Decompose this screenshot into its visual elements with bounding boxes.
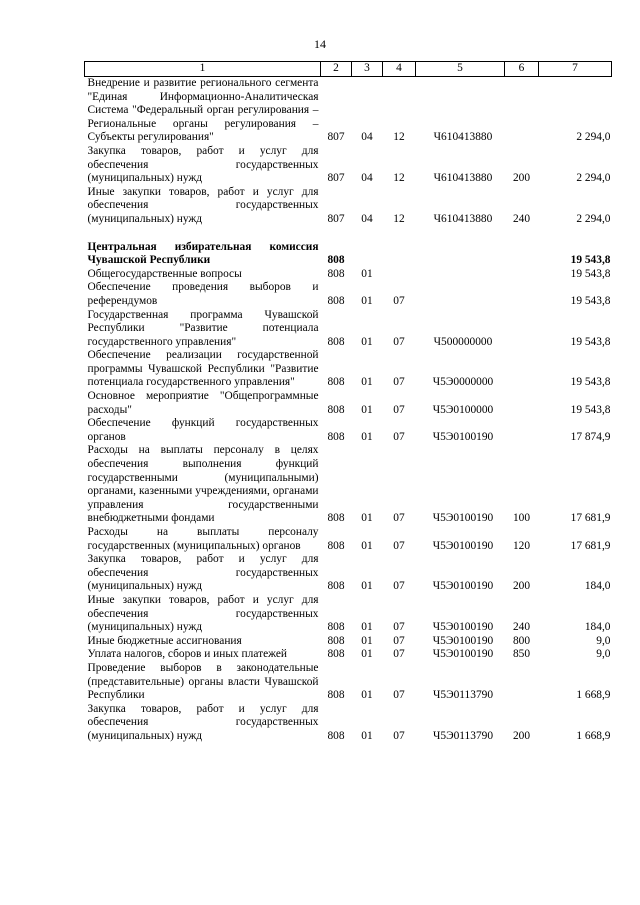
row-name-cell: Внедрение и развитие регионального сегмента "Единая Информационно-Аналитическая Система "Федеральный орган регулирования – Региональные органы регулирования – Субъекты регулирования" <box>87 77 319 144</box>
expense-type-cell <box>505 281 539 308</box>
row-name-cell: Уплата налогов, сборов и иных платежей <box>87 648 287 661</box>
table-row <box>85 268 612 282</box>
row-name-cell: Государственная программа Чувашской Республики "Развитие потенциала государственного управления" <box>87 308 319 348</box>
target-article-cell: Ч5Э0000000 <box>432 376 494 389</box>
admin-code-cell: 808 <box>327 539 345 552</box>
subsection-cell: 12 <box>393 172 405 185</box>
expense-type-cell: 240 <box>512 212 531 225</box>
target-article-cell: Ч5Э0113790 <box>432 689 494 702</box>
subsection-cell: 07 <box>393 430 405 443</box>
admin-code-cell: 808 <box>327 512 345 525</box>
header-cell-6: 6 <box>505 62 539 77</box>
subsection-cell: 07 <box>393 294 405 307</box>
row-name-cell: Закупка товаров, работ и услуг для обеспечения государственных (муниципальных) нужд <box>87 702 319 742</box>
expense-type-cell: 100 <box>512 512 531 525</box>
table-row <box>85 309 612 350</box>
section-cell: 01 <box>361 512 373 525</box>
admin-code-cell: 807 <box>327 212 345 225</box>
row-name-cell: Иные бюджетные ассигнования <box>87 634 242 647</box>
section-cell: 01 <box>361 648 373 661</box>
amount-cell: 184,0 <box>584 621 611 634</box>
table-row <box>85 444 612 526</box>
spacer-row <box>85 227 612 241</box>
amount-cell: 19 543,8 <box>570 294 611 307</box>
amount-cell: 19 543,8 <box>570 267 611 280</box>
row-name-cell: Расходы на выплаты персоналу государственных (муниципальных) органов <box>87 526 319 552</box>
target-article-cell: Ч610413880 <box>433 212 493 225</box>
table-row <box>85 703 612 744</box>
table-row <box>85 349 612 390</box>
expense-type-cell <box>505 268 539 282</box>
amount-cell: 17 874,9 <box>570 430 611 443</box>
subsection-cell: 07 <box>393 621 405 634</box>
table-row <box>85 281 612 308</box>
table-row <box>85 241 612 268</box>
amount-cell: 1 668,9 <box>576 689 611 702</box>
section-cell: 01 <box>361 689 373 702</box>
subsection-cell: 07 <box>393 335 405 348</box>
amount-cell: 17 681,9 <box>570 539 611 552</box>
row-name-cell: Обеспечение функций государственных органов <box>87 417 319 443</box>
section-cell: 01 <box>361 267 373 280</box>
subsection-cell: 12 <box>393 131 405 144</box>
amount-cell: 19 543,8 <box>570 403 611 416</box>
section-cell: 01 <box>361 539 373 552</box>
expense-type-cell <box>505 417 539 444</box>
table-header <box>85 62 612 77</box>
expense-type-cell <box>505 390 539 417</box>
section-cell: 01 <box>361 634 373 647</box>
expense-type-cell: 240 <box>512 621 531 634</box>
expense-type-cell <box>505 241 539 268</box>
amount-cell: 9,0 <box>596 634 611 647</box>
subsection-cell: 07 <box>393 689 405 702</box>
row-name-cell: Закупка товаров, работ и услуг для обеспечения государственных (муниципальных) нужд <box>87 553 319 593</box>
amount-cell: 2 294,0 <box>576 172 611 185</box>
table-row <box>85 417 612 444</box>
header-cell-5: 5 <box>416 62 505 77</box>
expense-type-cell: 200 <box>512 580 531 593</box>
subsection-cell: 07 <box>393 580 405 593</box>
expense-type-cell: 800 <box>512 634 531 647</box>
table-row <box>85 594 612 635</box>
subsection-cell: 07 <box>393 403 405 416</box>
table-row <box>85 662 612 703</box>
section-cell: 01 <box>361 621 373 634</box>
header-cell-2: 2 <box>321 62 352 77</box>
admin-code-cell: 808 <box>327 689 345 702</box>
table-row <box>85 145 612 186</box>
subsection-cell: 07 <box>393 648 405 661</box>
subsection-cell <box>383 268 416 282</box>
admin-code-cell: 808 <box>327 621 345 634</box>
subsection-cell: 07 <box>393 634 405 647</box>
header-row <box>85 62 612 77</box>
target-article-cell: Ч5Э0100000 <box>432 403 494 416</box>
expense-type-cell <box>505 309 539 350</box>
target-article-cell: Ч5Э0100190 <box>432 648 494 661</box>
section-cell <box>352 241 383 268</box>
target-article-cell: Ч500000000 <box>433 335 493 348</box>
subsection-cell: 12 <box>393 212 405 225</box>
target-article-cell <box>416 241 505 268</box>
target-article-cell: Ч610413880 <box>433 172 493 185</box>
table-row <box>85 553 612 594</box>
amount-cell: 9,0 <box>596 648 611 661</box>
admin-code-cell: 808 <box>327 430 345 443</box>
admin-code-cell: 808 <box>327 294 345 307</box>
admin-code-cell: 808 <box>327 580 345 593</box>
amount-cell: 19 543,8 <box>570 376 611 389</box>
header-cell-7: 7 <box>539 62 612 77</box>
table-row <box>85 186 612 227</box>
row-name-cell: Закупка товаров, работ и услуг для обеспечения государственных (муниципальных) нужд <box>87 144 319 185</box>
table-row <box>85 526 612 553</box>
page-number: 14 <box>314 37 326 51</box>
admin-code-cell: 807 <box>327 172 345 185</box>
row-name-cell: Иные закупки товаров, работ и услуг для обеспечения государственных (муниципальных) нужд <box>87 185 319 225</box>
section-cell: 01 <box>361 294 373 307</box>
target-article-cell: Ч5Э0100190 <box>432 621 494 634</box>
admin-code-cell: 808 <box>327 254 345 267</box>
target-article-cell <box>416 268 505 282</box>
budget-table <box>84 61 612 744</box>
admin-code-cell: 808 <box>327 634 345 647</box>
subsection-cell: 07 <box>393 539 405 552</box>
table-body <box>85 77 612 744</box>
section-cell: 04 <box>361 172 373 185</box>
section-cell: 01 <box>361 335 373 348</box>
expense-type-cell <box>505 662 539 703</box>
target-article-cell <box>416 281 505 308</box>
admin-code-cell: 808 <box>327 376 345 389</box>
section-cell: 01 <box>361 580 373 593</box>
header-cell-3: 3 <box>352 62 383 77</box>
amount-cell: 2 294,0 <box>576 212 611 225</box>
admin-code-cell: 808 <box>327 335 345 348</box>
amount-cell: 1 668,9 <box>576 729 611 742</box>
target-article-cell: Ч5Э0100190 <box>432 634 494 647</box>
table-row <box>85 77 612 145</box>
row-name-cell: Проведение выборов в законодательные (представительные) органы власти Чувашской Республики <box>87 661 319 702</box>
subsection-cell: 07 <box>393 376 405 389</box>
expense-type-cell: 120 <box>512 539 531 552</box>
target-article-cell: Ч5Э0100190 <box>432 539 494 552</box>
admin-code-cell: 808 <box>327 729 345 742</box>
section-cell: 01 <box>361 430 373 443</box>
admin-code-cell: 808 <box>327 403 345 416</box>
section-cell: 04 <box>361 131 373 144</box>
amount-cell: 19 543,8 <box>570 254 611 267</box>
subsection-cell: 07 <box>393 512 405 525</box>
row-name-cell: Общегосударственные вопросы <box>87 267 242 280</box>
target-article-cell: Ч5Э0100190 <box>432 580 494 593</box>
row-name-cell: Обеспечение проведения выборов и референдумов <box>87 281 319 307</box>
spacer-cell <box>85 227 612 241</box>
section-cell: 04 <box>361 212 373 225</box>
admin-code-cell: 807 <box>327 131 345 144</box>
row-name-cell: Расходы на выплаты персоналу в целях обеспечения выполнения функций государственными (муниципальными) органами, казенными учреждениями, органами управления государственными внебюджетными фондами <box>87 444 319 525</box>
amount-cell: 19 543,8 <box>570 335 611 348</box>
subsection-cell: 07 <box>393 729 405 742</box>
target-article-cell: Ч5Э0100190 <box>432 430 494 443</box>
table-row <box>85 648 612 662</box>
header-cell-1: 1 <box>85 62 321 77</box>
admin-code-cell: 808 <box>327 267 345 280</box>
section-cell: 01 <box>361 403 373 416</box>
table-row <box>85 635 612 649</box>
row-name-cell: Обеспечение реализации государственной программы Чувашской Республики "Развитие потенциала государственного управления" <box>87 349 319 389</box>
expense-type-cell: 200 <box>512 172 531 185</box>
section-cell: 01 <box>361 729 373 742</box>
target-article-cell: Ч5Э0113790 <box>432 729 494 742</box>
amount-cell: 2 294,0 <box>576 131 611 144</box>
section-cell: 01 <box>361 376 373 389</box>
row-name-cell: Центральная избирательная комиссия Чувашской Республики <box>87 240 319 267</box>
table-row <box>85 390 612 417</box>
expense-type-cell <box>505 349 539 390</box>
header-cell-4: 4 <box>383 62 416 77</box>
amount-cell: 17 681,9 <box>570 512 611 525</box>
admin-code-cell: 808 <box>327 648 345 661</box>
subsection-cell <box>383 241 416 268</box>
target-article-cell: Ч5Э0100190 <box>432 512 494 525</box>
target-article-cell: Ч610413880 <box>433 131 493 144</box>
amount-cell: 184,0 <box>584 580 611 593</box>
expense-type-cell <box>505 77 539 145</box>
expense-type-cell: 200 <box>512 729 531 742</box>
expense-type-cell: 850 <box>512 648 531 661</box>
row-name-cell: Основное мероприятие "Общепрограммные расходы" <box>87 390 319 416</box>
row-name-cell: Иные закупки товаров, работ и услуг для обеспечения государственных (муниципальных) нужд <box>87 593 319 634</box>
